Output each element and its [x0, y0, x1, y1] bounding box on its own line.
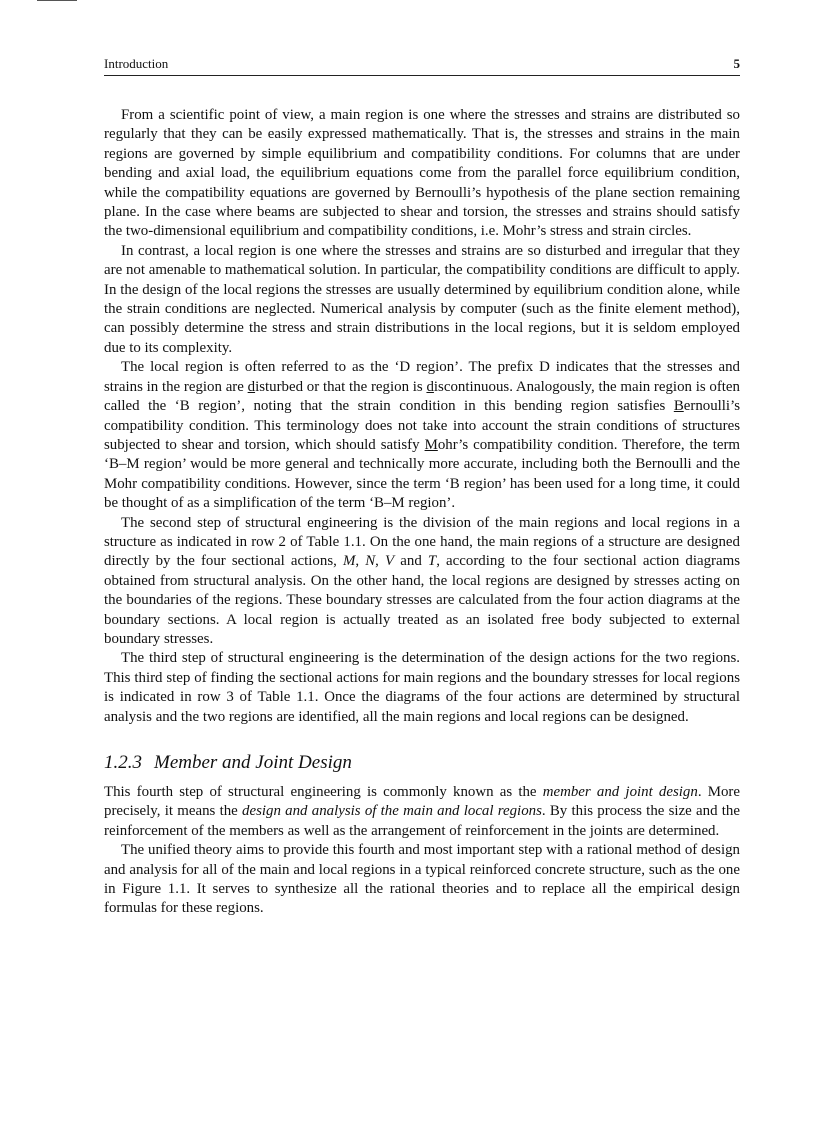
- paragraph-unified-theory: The unified theory aims to provide this fourth and most important step with a rational method of design and analysis for all of the main and local regions in a typical reinforced concrete structure, such as the one in Figure 1.1. It serves to synthesize all the rational theories and to replace all the empirical design formulas for these regions.: [104, 842, 740, 917]
- section-number: 1.2.3: [104, 752, 142, 773]
- paragraph-third-step: The third step of structural engineering is the determination of the design actions for the two regions. This third step of finding the sectional actions for main regions and the boundary stresses for local regions is indicated in row 3 of Table 1.1. Once the diagrams of the four actions are determined by structural analysis and the two regions are identified, all the main regions and local regions can be designed.: [104, 650, 740, 725]
- text-run: ohr’s compatibility condition. Therefore, the term ‘B–M region’ would be more general and technically more accurate, including both the Bernoulli and the Mohr compatibility conditions. However, since the term ‘B region’ has been used for a long time, it could be thought of as a simplification of the term ‘B–M region’.: [104, 436, 740, 512]
- page-number: 5: [733, 56, 740, 71]
- symbol-N: N: [365, 553, 376, 570]
- symbol-V: V: [385, 553, 395, 570]
- symbol-M: M: [342, 553, 356, 570]
- text-run: ,: [355, 553, 366, 570]
- underlined-letter: B: [673, 398, 684, 415]
- paragraph-local-region: In contrast, a local region is one where the stresses and strains are so disturbed and irregular that they are not amenable to mathematical solution. In particular, the compatibility conditions are difficult to apply. In the design of the local regions the stresses are usually determined by equilibrium condition alone, while the strain conditions are neglected. Numerical analysis by computer (such as the finite element method), can possibly determine the stress and strain distributions in the local regions, but it is seldom employed due to its complexity.: [104, 242, 740, 356]
- text-run: ,: [375, 553, 386, 570]
- text-run: , according to the four sectional action diagrams obtained from structural analysis. On the other hand, the local regions are designed by stresses acting on the boundaries of the regions. These boundary stresses are calculated from the four action diagrams at the boundary sections. A local region is actually treated as an isolated free body subjected to external boundary stresses.: [104, 553, 740, 647]
- text-run: The second step of structural engineering is the division of the main regions and local regions in a structure as indicated in row 2 of Table 1.1. On the one hand, the main regions of a structure are designed directly by the four sectional actions,: [104, 514, 740, 570]
- text-run: . More precisely, it means the: [104, 784, 741, 820]
- chapter-title: Introduction: [104, 56, 169, 71]
- emphasis: design and analysis of the main and local regions: [242, 803, 542, 820]
- text-run: . By this process the size and the reinforcement of the members as well as the arrangement of reinforcement in the joints are determined.: [104, 803, 740, 839]
- paragraph-second-step: [104, 514, 740, 650]
- text-run: ernoulli’s compatibility condition. This terminology does not take into account the strain conditions of structures subjected to shear and torsion, which should satisfy: [104, 398, 740, 453]
- text-run: The local region is often referred to as the ‘D region’. The prefix D indicates that the stresses and strains in the region are: [104, 359, 740, 395]
- text-run: This fourth step of structural engineering is commonly known as the: [104, 784, 543, 800]
- corner-crop-mark: [37, 0, 77, 1]
- paragraph-d-region: [104, 358, 740, 513]
- section-title: Member and Joint Design: [154, 752, 352, 773]
- text-run: and: [394, 553, 428, 570]
- paragraph-main-region: From a scientific point of view, a main region is one where the stresses and strains are distributed so regularly that they can be easily expressed mathematically. That is, the stresses and strains in the main regions are governed by simple equilibrium and compatibility conditions. For columns that are under bending and axial load, the equilibrium equations come from the parallel force equilibrium condition, while the compatibility equations are governed by Bernoulli’s hypothesis of the plane section remaining plane. In the case where beams are subjected to shear and torsion, the stresses and strains should satisfy the two-dimensional equilibrium and compatibility conditions, i.e. Mohr’s stress and strain circles.: [104, 107, 740, 240]
- text-run: isturbed or that the region is: [255, 378, 427, 395]
- body-text: [104, 106, 740, 919]
- running-header: [104, 56, 740, 76]
- paragraph-fourth-step: [104, 783, 740, 841]
- section-heading: [104, 751, 740, 775]
- page: [104, 56, 740, 919]
- emphasis: member and joint design: [542, 784, 698, 800]
- text-run: iscontinuous. Analogously, the main region is often called the ‘B region’, noting that the strain condition in this bending region satisfies: [104, 378, 740, 415]
- underlined-letter: d: [426, 378, 434, 395]
- underlined-letter: M: [424, 436, 438, 453]
- underlined-letter: d: [247, 378, 256, 395]
- symbol-T: T: [427, 553, 437, 570]
